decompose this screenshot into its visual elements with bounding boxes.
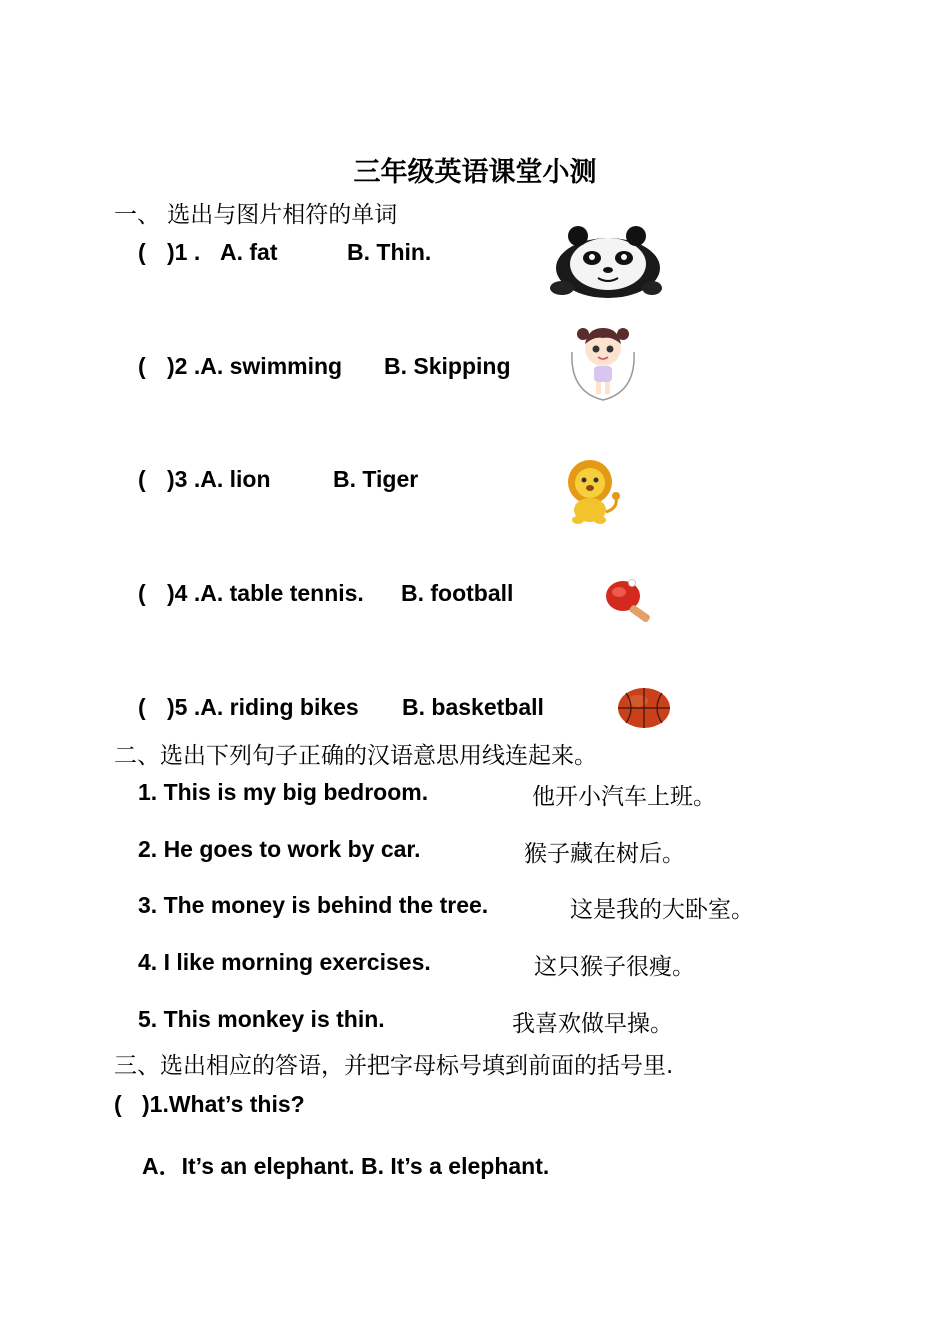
panda-image xyxy=(548,222,662,302)
s2-translation-3: 这是我的大卧室。 xyxy=(570,897,754,923)
lion-image xyxy=(562,458,624,524)
s2-sentence-3: 3. The money is behind the tree. xyxy=(138,892,489,918)
s2-translation-4: 这只猴子很瘦。 xyxy=(534,954,695,980)
q5-option-b: B. basketball xyxy=(402,694,544,720)
section-1-heading: 一、 选出与图片相符的单词 xyxy=(114,202,398,228)
page-title: 三年级英语课堂小测 xyxy=(353,157,597,188)
s3-q1-text: )1.What’s this? xyxy=(142,1091,305,1117)
q2-option-b: B. Skipping xyxy=(384,353,511,379)
girl-skipping-image xyxy=(566,322,640,404)
s2-sentence-2: 2. He goes to work by car. xyxy=(138,836,421,862)
s3-q1-paren: ( xyxy=(114,1091,122,1117)
q2-number: )2 .A. swimming xyxy=(167,353,343,379)
s2-translation-1: 他开小汽车上班。 xyxy=(532,784,716,810)
s2-translation-2: 猴子藏在树后。 xyxy=(524,841,685,867)
section-3-heading: 三、选出相应的答语，并把字母标号填到前面的括号里. xyxy=(114,1053,674,1079)
s2-translation-5: 我喜欢做早操。 xyxy=(512,1011,673,1037)
q1-paren: ( xyxy=(138,239,146,265)
s2-sentence-5: 5. This monkey is thin. xyxy=(138,1006,385,1032)
q1-number: )1 . xyxy=(167,239,201,265)
q3-number: )3 .A. lion xyxy=(167,466,271,492)
q4-paren: ( xyxy=(138,580,146,606)
q4-option-b: B. football xyxy=(401,580,514,606)
q2-paren: ( xyxy=(138,353,146,379)
section-2-heading: 二、选出下列句子正确的汉语意思用线连起来。 xyxy=(114,743,597,769)
q4-number: )4 .A. table tennis. xyxy=(167,580,364,606)
basketball-image xyxy=(616,687,672,729)
s3-q1-options: A．It’s an elephant. B. It’s a elephant. xyxy=(142,1153,550,1179)
q5-number: )5 .A. riding bikes xyxy=(167,694,359,720)
q3-option-b: B. Tiger xyxy=(333,466,419,492)
s2-sentence-1: 1. This is my big bedroom. xyxy=(138,779,429,805)
q1-option-b: B. Thin. xyxy=(347,239,432,265)
q5-paren: ( xyxy=(138,694,146,720)
ping-pong-paddle-image xyxy=(603,578,661,624)
q1-option-a: A. fat xyxy=(220,239,278,265)
q3-paren: ( xyxy=(138,466,146,492)
s2-sentence-4: 4. I like morning exercises. xyxy=(138,949,431,975)
